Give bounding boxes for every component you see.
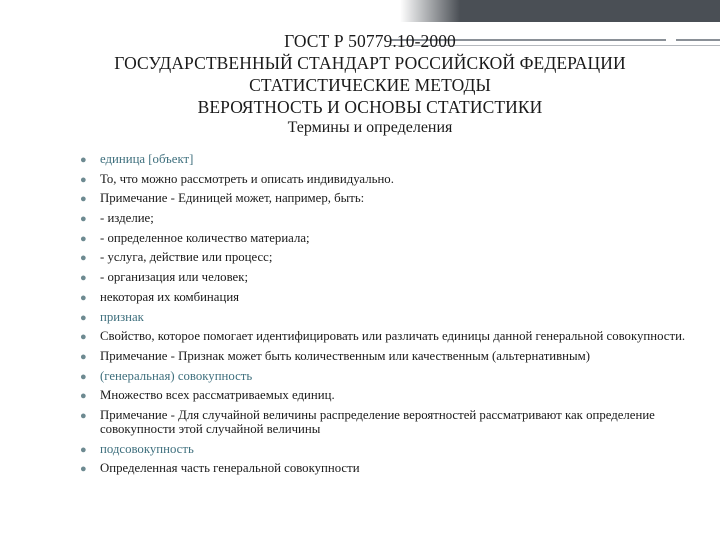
list-item-text: некоторая их комбинация — [100, 289, 240, 304]
bullet-icon: ● — [80, 350, 87, 363]
slide-header — [0, 30, 720, 138]
list-item-text: единица [объект] — [100, 152, 194, 166]
term-item — [80, 152, 700, 166]
slide-subtitle: Термины и определения — [287, 119, 453, 136]
standard-title: ВЕРОЯТНОСТЬ И ОСНОВЫ СТАТИСТИКИ — [197, 97, 543, 117]
bullet-icon: ● — [80, 232, 87, 245]
list-item — [80, 408, 700, 436]
list-item-text: - изделие; — [100, 211, 154, 226]
list-item-text: - определенное количество материала; — [100, 230, 310, 245]
bullet-icon: ● — [80, 154, 87, 166]
bullet-icon: ● — [80, 252, 87, 265]
standard-series: СТАТИСТИЧЕСКИЕ МЕТОДЫ — [249, 75, 491, 95]
list-item — [80, 388, 700, 402]
bullet-icon: ● — [80, 173, 87, 186]
list-item-text: Определенная часть генеральной совокупности — [100, 461, 360, 476]
top-decor-gradient — [400, 0, 460, 22]
term-item — [80, 310, 700, 324]
list-item-text: Примечание - Для случайной величины распределение вероятностей рассматривают как определение совокупности этой случайной величины — [100, 407, 655, 436]
top-decor-bar — [0, 0, 720, 22]
list-item — [80, 349, 700, 363]
list-item — [80, 250, 700, 264]
list-item-text: - организация или человек; — [100, 270, 249, 285]
list-item-text: Свойство, которое помогает идентифицировать или различать единицы данной генеральной совокупности. — [100, 329, 686, 344]
list-item-text: - услуга, действие или процесс; — [100, 250, 273, 265]
bullet-icon: ● — [80, 370, 87, 383]
list-item — [80, 270, 700, 284]
definitions-list — [80, 152, 700, 481]
list-item-text: (генеральная) совокупность — [100, 368, 253, 383]
list-item-text: Множество всех рассматриваемых единиц. — [100, 388, 335, 403]
list-item — [80, 461, 700, 475]
bullet-icon: ● — [80, 272, 87, 285]
bullet-icon: ● — [80, 213, 87, 226]
list-item-text: То, что можно рассмотреть и описать индивидуально. — [100, 171, 394, 186]
list-item-text: подсовокупность — [100, 441, 194, 456]
list-item — [80, 211, 700, 225]
list-item — [80, 329, 700, 343]
bullet-icon: ● — [80, 331, 87, 344]
bullet-icon: ● — [80, 443, 87, 456]
list-item-text: признак — [100, 309, 144, 324]
standard-number: ГОСТ Р 50779.10-2000 — [284, 31, 456, 51]
bullet-icon: ● — [80, 311, 87, 324]
list-item — [80, 172, 700, 186]
bullet-icon: ● — [80, 193, 87, 206]
list-item — [80, 191, 700, 205]
bullet-icon: ● — [80, 463, 87, 476]
bullet-icon: ● — [80, 409, 87, 422]
list-item — [80, 231, 700, 245]
standard-type: ГОСУДАРСТВЕННЫЙ СТАНДАРТ РОССИЙСКОЙ ФЕДЕРАЦИИ — [114, 53, 626, 73]
bullet-icon: ● — [80, 291, 87, 304]
list-item-text: Примечание - Единицей может, например, быть: — [100, 191, 365, 206]
term-item — [80, 369, 700, 383]
term-item — [80, 442, 700, 456]
top-decor-dark — [460, 0, 720, 22]
list-item-text: Примечание - Признак может быть количественным или качественным (альтернативным) — [100, 348, 590, 363]
bullet-icon: ● — [80, 390, 87, 403]
list-item — [80, 290, 700, 304]
